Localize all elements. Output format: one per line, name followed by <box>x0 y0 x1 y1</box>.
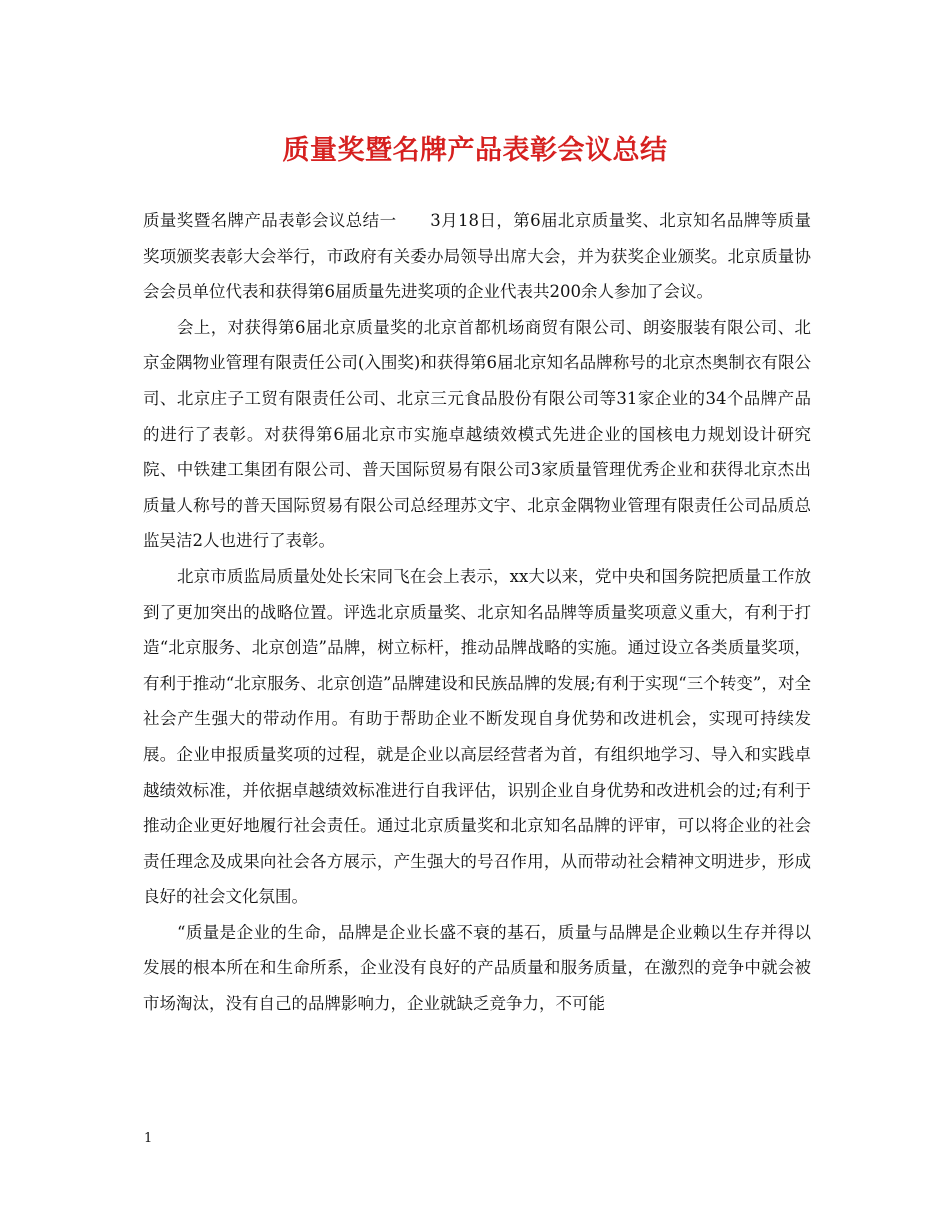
paragraph-2: 会上，对获得第6届北京质量奖的北京首都机场商贸有限公司、朗姿服装有限公司、北京金隅物业管理有限责任公司(入围奖)和获得第6届北京知名品牌称号的北京杰奥制衣有限公司、北京庄子工贸有限责任公司、北京三元食品股份有限公司等31家企业的34个品牌产品的进行了表彰。对获得第6届北京市实施卓越绩效模式先进企业的国核电力规划设计研究院、中铁建工集团有限公司、普天国际贸易有限公司3家质量管理优秀企业和获得北京杰出质量人称号的普天国际贸易有限公司总经理苏文宇、北京金隅物业管理有限责任公司品质总监吴洁2人也进行了表彰。 <box>143 317 811 551</box>
document-title: 质量奖暨名牌产品表彰会议总结 <box>282 135 668 166</box>
paragraph-3: 北京市质监局质量处处长宋同飞在会上表示，xx大以来，党中央和国务院把质量工作放到了更加突出的战略位置。评选北京质量奖、北京知名品牌等质量奖项意义重大，有利于打造“北京服务、北京创造”品牌，树立标杆，推动品牌战略的实施。通过设立各类质量奖项，有利于推动“北京服务、北京创造”品牌建设和民族品牌的发展;有利于实现“三个转变”，对全社会产生强大的带动作用。有助于帮助企业不断发现自身优势和改进机会，实现可持续发展。企业申报质量奖项的过程，就是企业以高层经营者为首，有组织地学习、导入和实践卓越绩效标准，并依据卓越绩效标准进行自我评估，识别企业自身优势和改进机会的过;有利于推动企业更好地履行社会责任。通过北京质量奖和北京知名品牌的评审，可以将企业的社会责任理念及成果向社会各方展示，产生强大的号召作用，从而带动社会精神文明进步，形成良好的社会文化氛围。 <box>143 566 811 907</box>
page-number: 1 <box>144 1131 153 1146</box>
paragraph-4: “质量是企业的生命，品牌是企业长盛不衰的基石，质量与品牌是企业赖以生存并得以发展的根本所在和生命所系，企业没有良好的产品质量和服务质量，在激烈的竞争中就会被市场淘汰，没有自己的品牌影响力，企业就缺乏竞争力，不可能 <box>143 922 811 1014</box>
paragraph-1: 质量奖暨名牌产品表彰会议总结一 3月18日，第6届北京质量奖、北京知名品牌等质量奖项颁奖表彰大会举行，市政府有关委办局领导出席大会，并为获奖企业颁奖。北京质量协会会员单位代表和获得第6届质量先进奖项的企业代表共200余人参加了会议。 <box>143 211 811 302</box>
document-body <box>143 203 811 1022</box>
